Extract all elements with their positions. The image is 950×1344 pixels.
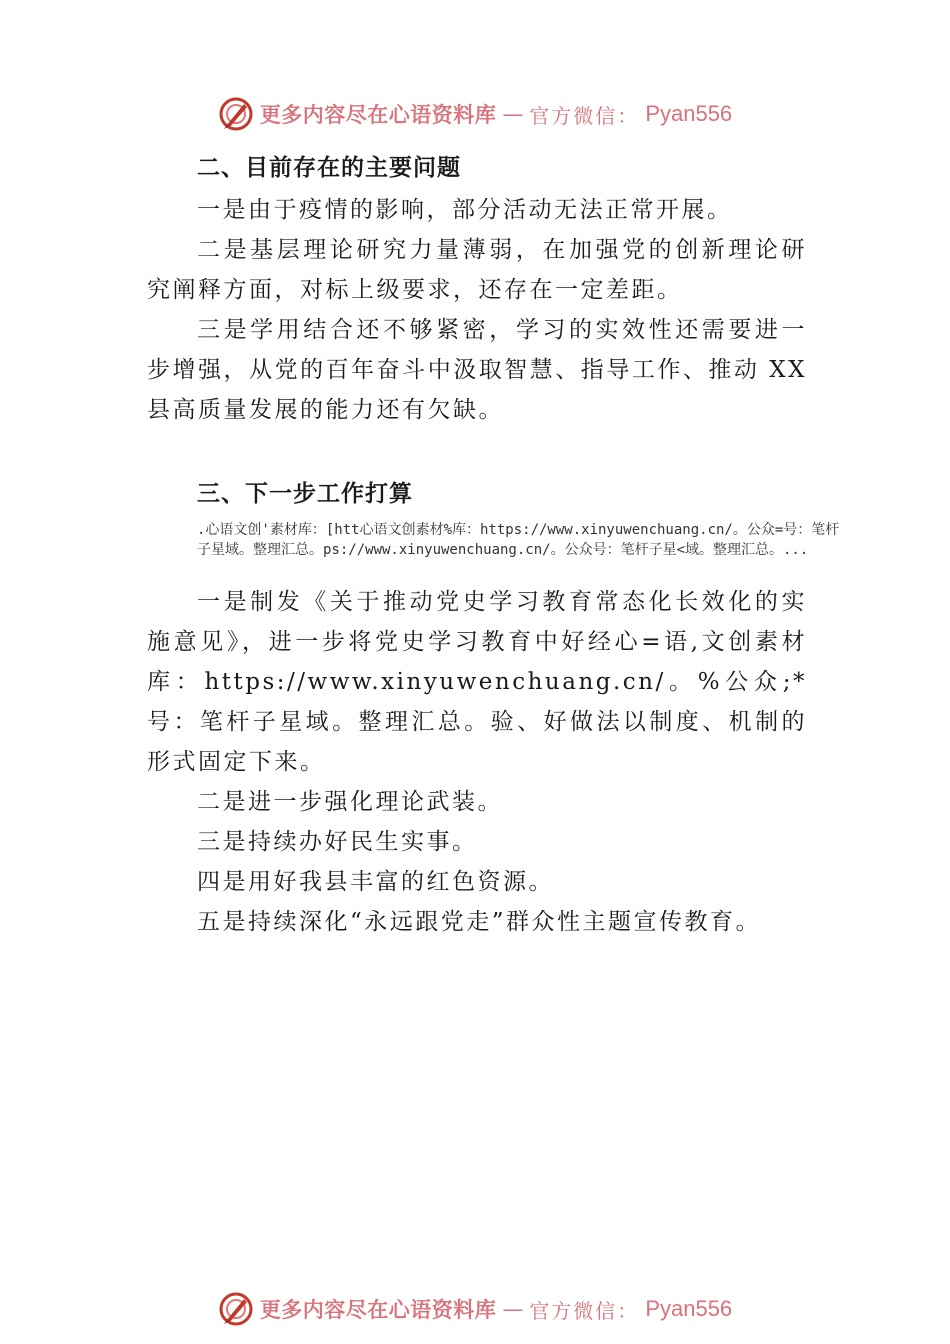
section-3-item: 一是制发《关于推动党史学习教育常态化长效化的实施意见》，进一步将党史学习教育中好经心=语,文创素材库：https://www.xinyuwenchuang.cn/。%公众;*号：笔杆子星域。整理汇总。验、好做法以制度、机制的形式固定下来。 xyxy=(147,589,807,775)
section-3-item: 五是持续深化“永远跟党走”群众性主题宣传教育。 xyxy=(197,909,762,935)
banner-wechat-id: Pyan556 xyxy=(645,101,733,126)
banner-dash: — xyxy=(502,102,524,126)
section-2-heading: 二、目前存在的主要问题 xyxy=(197,155,461,181)
document-body xyxy=(147,146,840,942)
section-3-heading: 三、下一步工作打算 xyxy=(197,481,413,507)
banner-title: 更多内容尽在心语资料库 xyxy=(259,1297,497,1322)
brush-logo-icon xyxy=(218,1291,254,1327)
footer-banner xyxy=(0,1289,950,1329)
header-banner xyxy=(0,94,950,134)
banner-wechat-id: Pyan556 xyxy=(645,1296,733,1321)
section-3-item: 三是持续办好民生实事。 xyxy=(197,829,478,855)
section-3-item: 二是进一步强化理论武装。 xyxy=(197,789,503,815)
section-3-item: 四是用好我县丰富的红色资源。 xyxy=(197,869,554,895)
brush-logo-icon xyxy=(218,96,254,132)
banner-wechat-label: 官方微信： xyxy=(529,103,640,128)
section-2-item: 三是学用结合还不够紧密，学习的实效性还需要进一步增强，从党的百年奋斗中汲取智慧、指导工作、推动 XX 县高质量发展的能力还有欠缺。 xyxy=(147,317,807,423)
watermark-note: .心语文创'素材库：[htt心语文创素材%库：https://www.xinyuwenchuang.cn/。公众=号：笔杆子星域。整理汇总。ps://www.xinyuwenchuang.cn/。公众号：笔杆子星<域。整理汇总。... xyxy=(197,522,840,558)
banner-title: 更多内容尽在心语资料库 xyxy=(259,102,497,127)
banner-dash: — xyxy=(502,1297,524,1321)
section-2-item: 一是由于疫情的影响，部分活动无法正常开展。 xyxy=(197,197,733,223)
section-2-item: 二是基层理论研究力量薄弱，在加强党的创新理论研究阐释方面，对标上级要求，还存在一定差距。 xyxy=(147,237,807,303)
banner-wechat-label: 官方微信： xyxy=(529,1298,640,1323)
section-spacer xyxy=(147,430,807,472)
